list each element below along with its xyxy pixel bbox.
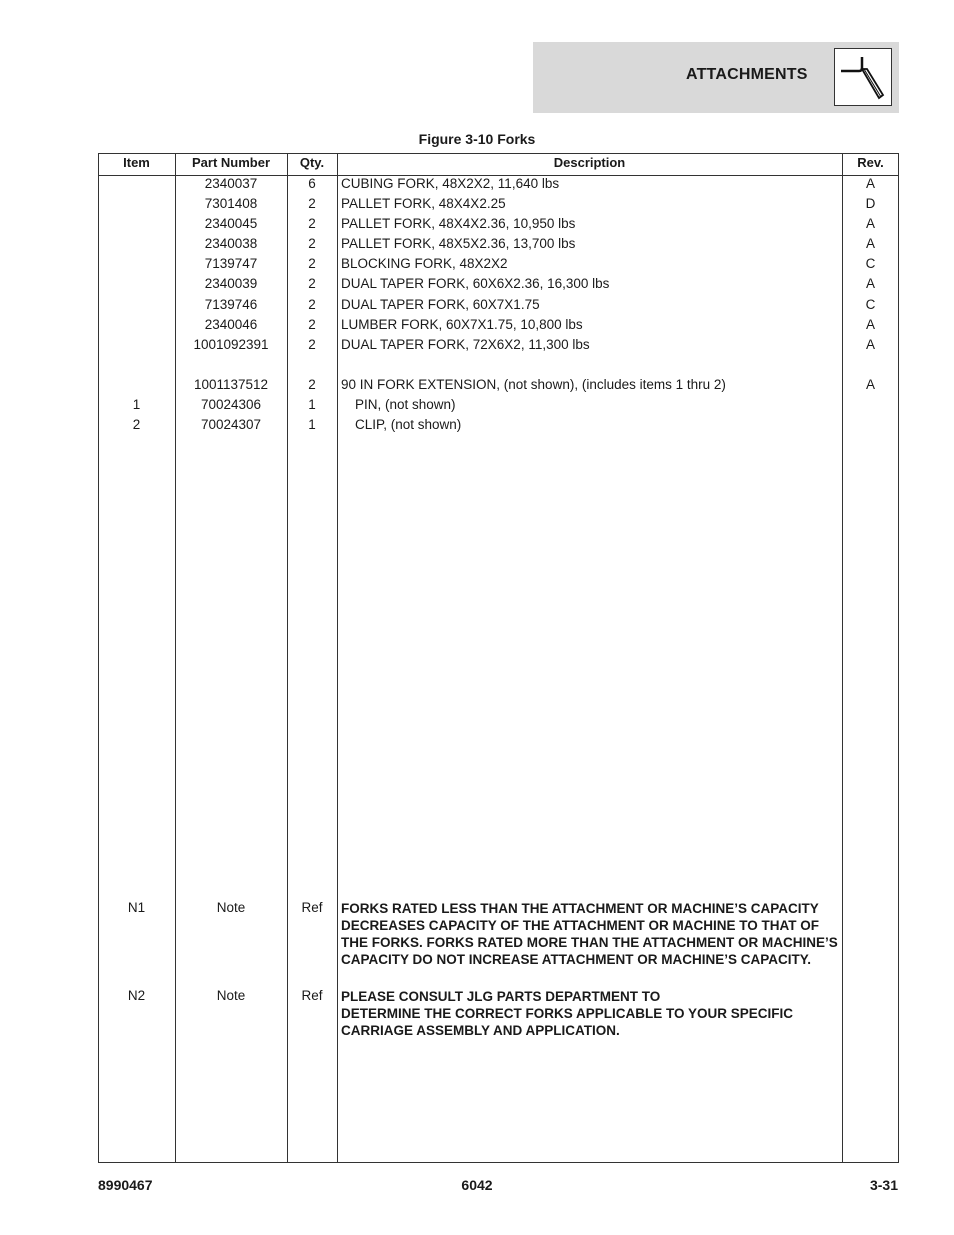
part-number-cell: 2340046 [204,317,258,332]
column-header-part-number: Part Number [191,155,271,170]
qty-cell: 1 [308,417,316,432]
part-number-cell: Note [216,988,246,1003]
rev-cell: C [865,256,876,271]
rev-cell: A [865,337,875,352]
part-number-cell: Note [216,900,246,915]
description-cell: BLOCKING FORK, 48X2X2 [341,256,508,271]
column-header-qty: Qty. [299,155,325,170]
qty-cell: 2 [308,337,316,352]
part-number-cell: 2340039 [204,276,258,291]
description-cell: DUAL TAPER FORK, 60X6X2.36, 16,300 lbs [341,276,610,291]
description-cell: LUMBER FORK, 60X7X1.75, 10,800 lbs [341,317,583,332]
part-number-cell: 1001137512 [193,377,269,392]
rev-cell: A [865,377,875,392]
part-number-cell: 70024307 [200,417,262,432]
description-cell: CUBING FORK, 48X2X2, 11,640 lbs [341,176,560,191]
qty-cell: 2 [308,276,316,291]
description-cell: PALLET FORK, 48X5X2.36, 13,700 lbs [341,236,576,251]
part-number-cell: 70024306 [200,397,262,412]
item-cell: N2 [127,988,146,1003]
page-number: 3-31 [869,1177,898,1193]
part-number-cell: 7139746 [204,297,258,312]
rev-cell: A [865,236,875,251]
column-header-description: Description [553,155,626,170]
rev-cell: D [865,196,876,211]
qty-cell: 2 [308,256,316,271]
description-cell: PIN, (not shown) [355,397,456,412]
rev-cell: A [865,216,875,231]
rev-cell: C [865,297,876,312]
description-cell: PALLET FORK, 48X4X2.36, 10,950 lbs [341,216,576,231]
note-text: FORKS RATED LESS THAN THE ATTACHMENT OR MACHINE’S CAPACITY DECREASES CAPACITY OF THE ATTACHMENT OR MACHINE TO THAT OF THE FORKS. FORKS RATED MORE THAN THE ATTACHMENT OR MACHINE’S CAPACITY DO NOT INCREASE ATTACHMENT OR MACHINE’S CAPACITY. [341,901,838,967]
rev-cell: A [865,276,875,291]
description-cell: 90 IN FORK EXTENSION, (not shown), (includes items 1 thru 2) [341,377,726,392]
qty-cell: 2 [308,216,316,231]
qty-cell: 2 [308,377,316,392]
rev-cell: A [865,317,875,332]
rev-cell: A [865,176,875,191]
qty-cell: 2 [308,236,316,251]
part-number-cell: 7301408 [204,196,258,211]
qty-cell: Ref [301,900,323,915]
section-title: ATTACHMENTS [686,66,808,83]
column-divider [337,153,338,1163]
forklift-fork-icon [834,48,892,106]
column-header-item: Item [123,155,150,170]
description-cell: DUAL TAPER FORK, 60X7X1.75 [341,297,540,312]
description-cell: PALLET FORK, 48X4X2.25 [341,196,506,211]
item-cell: 2 [132,417,141,432]
part-number-cell: 2340037 [204,176,258,191]
part-number-cell: 2340038 [204,236,258,251]
note-text-line: CARRIAGE ASSEMBLY AND APPLICATION. [341,1023,620,1038]
note-text-line: PLEASE CONSULT JLG PARTS DEPARTMENT TO [341,989,661,1004]
qty-cell: 6 [308,176,316,191]
item-cell: 1 [132,397,141,412]
column-header-rev: Rev. [857,155,884,170]
qty-cell: Ref [301,988,323,1003]
qty-cell: 2 [308,317,316,332]
part-number-cell: 1001092391 [193,337,269,352]
part-number-cell: 7139747 [204,256,258,271]
part-number-cell: 2340045 [204,216,258,231]
document-number: 8990467 [98,1177,153,1193]
qty-cell: 2 [308,297,316,312]
description-cell: CLIP, (not shown) [355,417,462,432]
note-text-line: DETERMINE THE CORRECT FORKS APPLICABLE TO YOUR SPECIFIC [341,1006,794,1021]
model-number: 6042 [461,1177,493,1193]
qty-cell: 2 [308,196,316,211]
qty-cell: 1 [308,397,316,412]
figure-title: Figure 3-10 Forks [418,131,536,147]
item-cell: N1 [127,900,146,915]
description-cell: DUAL TAPER FORK, 72X6X2, 11,300 lbs [341,337,590,352]
